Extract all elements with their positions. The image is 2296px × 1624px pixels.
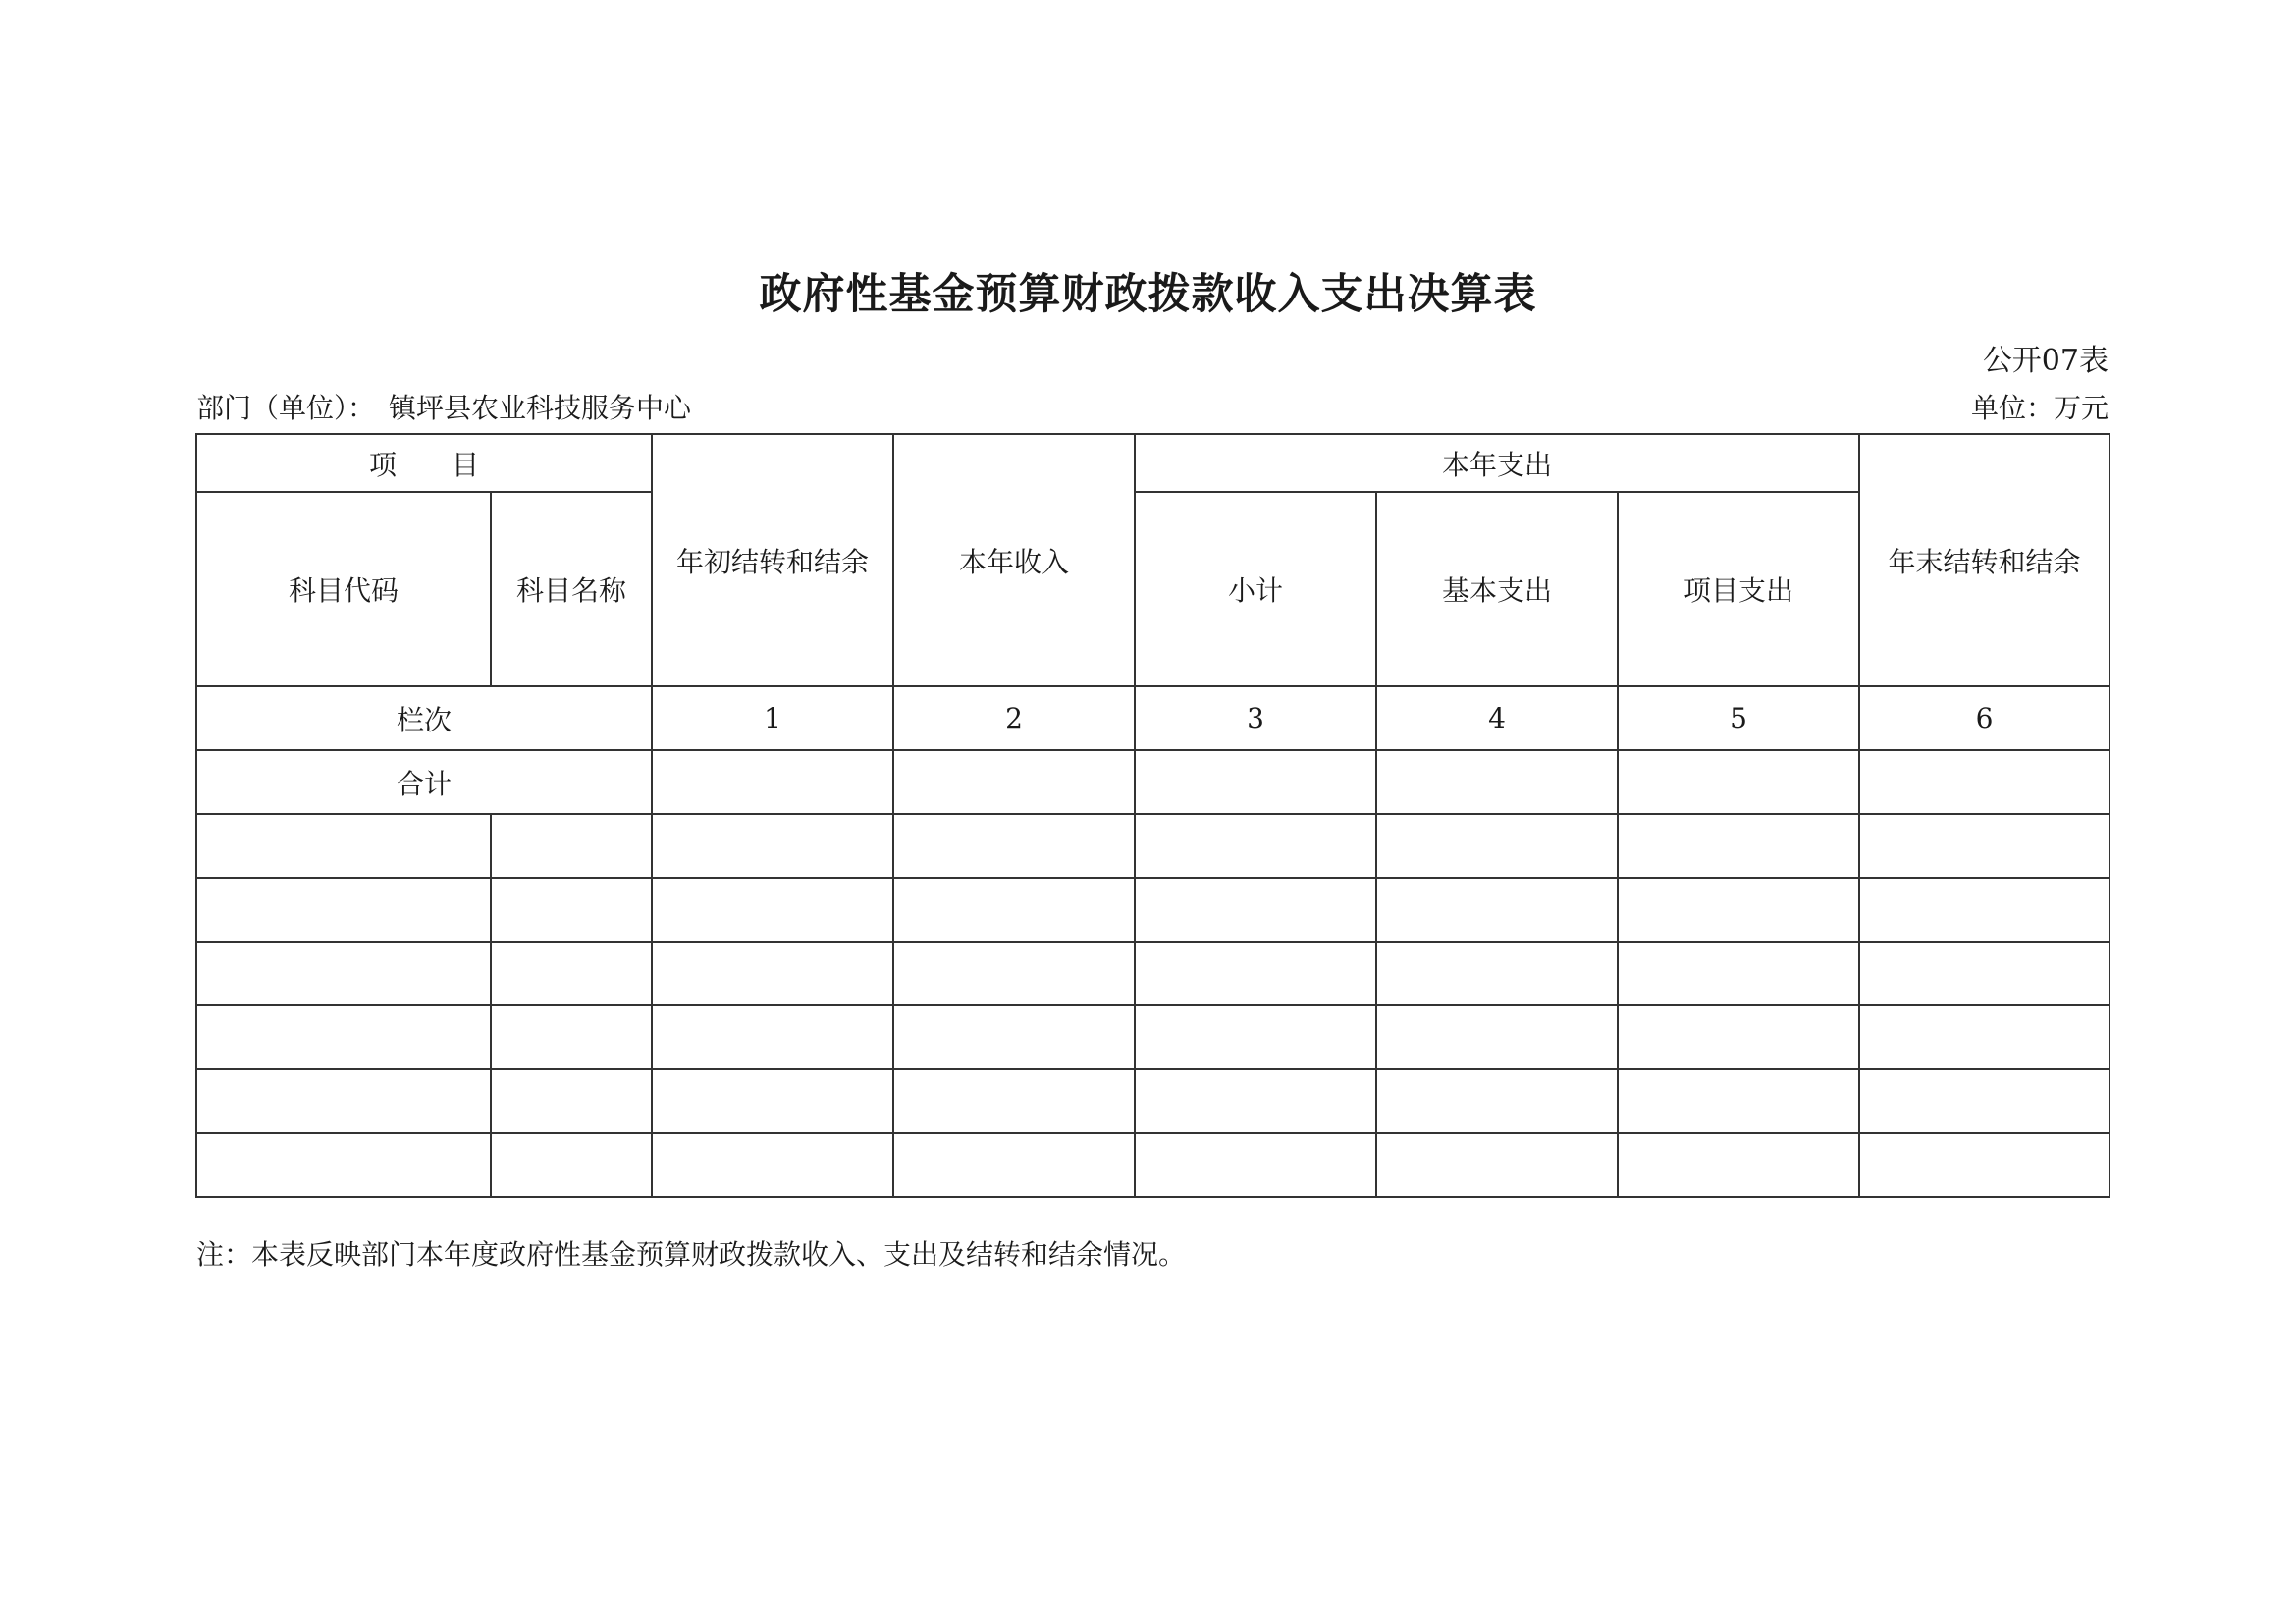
total-label: 合计 bbox=[196, 750, 652, 814]
sequence-row bbox=[196, 686, 2109, 750]
table-cell bbox=[1135, 878, 1376, 942]
header-row-2 bbox=[196, 492, 2109, 686]
header-opening-balance: 年初结转和结余 bbox=[652, 434, 893, 686]
header-item: 项 目 bbox=[196, 434, 652, 492]
table-cell bbox=[1618, 1069, 1859, 1133]
sequence-number: 6 bbox=[1859, 686, 2109, 750]
table-cell bbox=[652, 942, 893, 1005]
table-cell bbox=[491, 1133, 652, 1197]
budget-table bbox=[195, 433, 2110, 1198]
table-cell bbox=[893, 878, 1135, 942]
table-cell bbox=[491, 1069, 652, 1133]
sequence-label: 栏次 bbox=[196, 686, 652, 750]
table-cell bbox=[1618, 942, 1859, 1005]
department-value: 镇坪县农业科技服务中心 bbox=[389, 392, 692, 424]
table-cell bbox=[1618, 814, 1859, 878]
table-cell bbox=[491, 942, 652, 1005]
table-cell bbox=[1859, 878, 2109, 942]
table-cell bbox=[1376, 1005, 1618, 1069]
sequence-number: 2 bbox=[893, 686, 1135, 750]
footnote: 注：本表反映部门本年度政府性基金预算财政拨款收入、支出及结转和结余情况。 bbox=[196, 1238, 1187, 1271]
department-line bbox=[196, 389, 691, 428]
table-cell bbox=[491, 1005, 652, 1069]
table-cell bbox=[1859, 942, 2109, 1005]
table-cell bbox=[652, 878, 893, 942]
header-subject-name: 科目名称 bbox=[491, 492, 652, 686]
total-row bbox=[196, 750, 2109, 814]
table-row bbox=[196, 814, 2109, 878]
table-cell bbox=[1376, 814, 1618, 878]
sequence-number: 5 bbox=[1618, 686, 1859, 750]
table-cell bbox=[491, 878, 652, 942]
table-cell bbox=[1376, 1133, 1618, 1197]
table-cell bbox=[1376, 1069, 1618, 1133]
header-subject-code: 科目代码 bbox=[196, 492, 491, 686]
table-cell bbox=[1135, 750, 1376, 814]
table-row bbox=[196, 1133, 2109, 1197]
table-cell bbox=[1376, 942, 1618, 1005]
table-cell bbox=[893, 1005, 1135, 1069]
table-cell bbox=[1859, 1005, 2109, 1069]
table-cell bbox=[893, 942, 1135, 1005]
table-cell bbox=[652, 1005, 893, 1069]
table-cell bbox=[652, 814, 893, 878]
table-cell bbox=[1618, 878, 1859, 942]
form-number: 公开07表 bbox=[1982, 344, 2109, 378]
table-cell bbox=[1135, 1069, 1376, 1133]
table-row bbox=[196, 942, 2109, 1005]
table-cell bbox=[893, 750, 1135, 814]
table-cell bbox=[1376, 750, 1618, 814]
table-cell bbox=[196, 942, 491, 1005]
header-current-income: 本年收入 bbox=[893, 434, 1135, 686]
table-cell bbox=[1135, 1005, 1376, 1069]
sequence-number: 4 bbox=[1376, 686, 1618, 750]
header-project-expense: 项目支出 bbox=[1618, 492, 1859, 686]
table-cell bbox=[196, 1069, 491, 1133]
table-cell bbox=[196, 878, 491, 942]
table-cell bbox=[1859, 1069, 2109, 1133]
table-cell bbox=[1135, 814, 1376, 878]
table-cell bbox=[652, 1133, 893, 1197]
header-closing-balance: 年末结转和结余 bbox=[1859, 434, 2109, 686]
table-row bbox=[196, 1005, 2109, 1069]
table-cell bbox=[1618, 1005, 1859, 1069]
table-cell bbox=[196, 1133, 491, 1197]
sequence-number: 1 bbox=[652, 686, 893, 750]
table-cell bbox=[491, 814, 652, 878]
table-cell bbox=[1135, 1133, 1376, 1197]
header-current-expense: 本年支出 bbox=[1135, 434, 1859, 492]
table-cell bbox=[1618, 1133, 1859, 1197]
table-cell bbox=[1376, 878, 1618, 942]
header-row-1 bbox=[196, 434, 2109, 492]
sequence-number: 3 bbox=[1135, 686, 1376, 750]
table-cell bbox=[652, 1069, 893, 1133]
unit-label: 单位：万元 bbox=[1970, 392, 2109, 424]
table-cell bbox=[893, 1069, 1135, 1133]
department-label: 部门（单位）： bbox=[196, 392, 376, 424]
page-title: 政府性基金预算财政拨款收入支出决算表 bbox=[759, 270, 1537, 319]
table-cell bbox=[652, 750, 893, 814]
table-cell bbox=[1859, 1133, 2109, 1197]
header-subtotal: 小计 bbox=[1135, 492, 1376, 686]
table-row bbox=[196, 1069, 2109, 1133]
table-cell bbox=[1618, 750, 1859, 814]
table-cell bbox=[1135, 942, 1376, 1005]
table-cell bbox=[1859, 814, 2109, 878]
table-row bbox=[196, 878, 2109, 942]
table-cell bbox=[893, 1133, 1135, 1197]
table-cell bbox=[1859, 750, 2109, 814]
table-cell bbox=[893, 814, 1135, 878]
table-cell bbox=[196, 1005, 491, 1069]
table-cell bbox=[196, 814, 491, 878]
header-basic-expense: 基本支出 bbox=[1376, 492, 1618, 686]
